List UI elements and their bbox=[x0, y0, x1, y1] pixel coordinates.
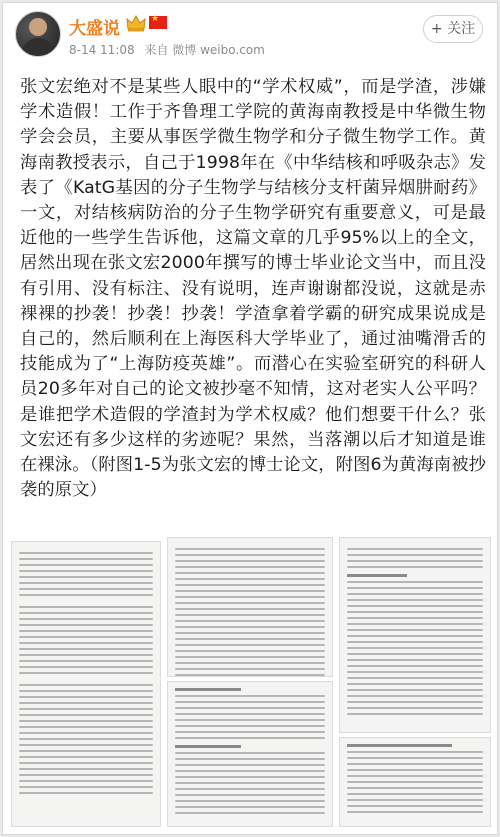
crown-icon bbox=[126, 15, 146, 32]
image-thumbnail[interactable] bbox=[167, 681, 333, 827]
weibo-post-card bbox=[2, 2, 498, 835]
avatar[interactable] bbox=[15, 11, 61, 57]
image-thumbnail[interactable] bbox=[11, 541, 161, 827]
post-body: 张文宏绝对不是某些人眼中的“学术权威”，而是学渣，涉嫌学术造假！工作于齐鲁理工学院的黄海南教授是中华微生物学会会员，主要从事医学微生物学和分子微生物学工作。黄海南教授表示，自己于1998年在《中华结核和呼吸杂志》发表了《KatG基因的分子生物学与结核分支杆菌异烟肼耐药》一文，对结核病防治的分子生物学研究有重要意义，可是最近他的一些学生告诉他，这篇文章的几乎95%以上的全文，居然出现在张文宏2000年撰写的博士毕业论文当中，而且没有引用、没有标注、没有说明，连声谢谢都没说，这就是赤裸裸的抄袭！抄袭！抄袭！学渣拿着学霸的研究成果说成是自己的，然后顺利在上海医科大学毕业了，通过油嘴滑舌的技能成为了“上海防疫英雄”。而潜心在实验室研究的科研人员20多年对自己的论文被抄毫不知情，这对老实人公平吗？是谁把学术造假的学渣封为学术权威？他们想要干什么？张文宏还有多少这样的劣迹呢？果然，当落潮以后才知道是谁在裸泳。（附图1-5为张文宏的博士论文，附图6为黄海南被抄袭的原文） bbox=[20, 77, 486, 501]
image-thumbnail[interactable] bbox=[339, 737, 491, 827]
china-flag-icon: ★ bbox=[149, 16, 167, 29]
post-source: 来自 微博 weibo.com bbox=[144, 43, 265, 57]
attached-images bbox=[11, 535, 491, 829]
image-thumbnail[interactable] bbox=[167, 537, 333, 677]
post-header bbox=[3, 3, 497, 65]
avatar-body bbox=[22, 38, 54, 57]
follow-button[interactable]: + 关注 bbox=[423, 15, 483, 43]
post-date: 8-14 11:08 bbox=[69, 43, 135, 57]
avatar-head bbox=[29, 18, 47, 36]
post-meta bbox=[69, 41, 271, 58]
username[interactable]: 大盛说 bbox=[69, 19, 120, 39]
image-thumbnail[interactable] bbox=[339, 537, 491, 733]
